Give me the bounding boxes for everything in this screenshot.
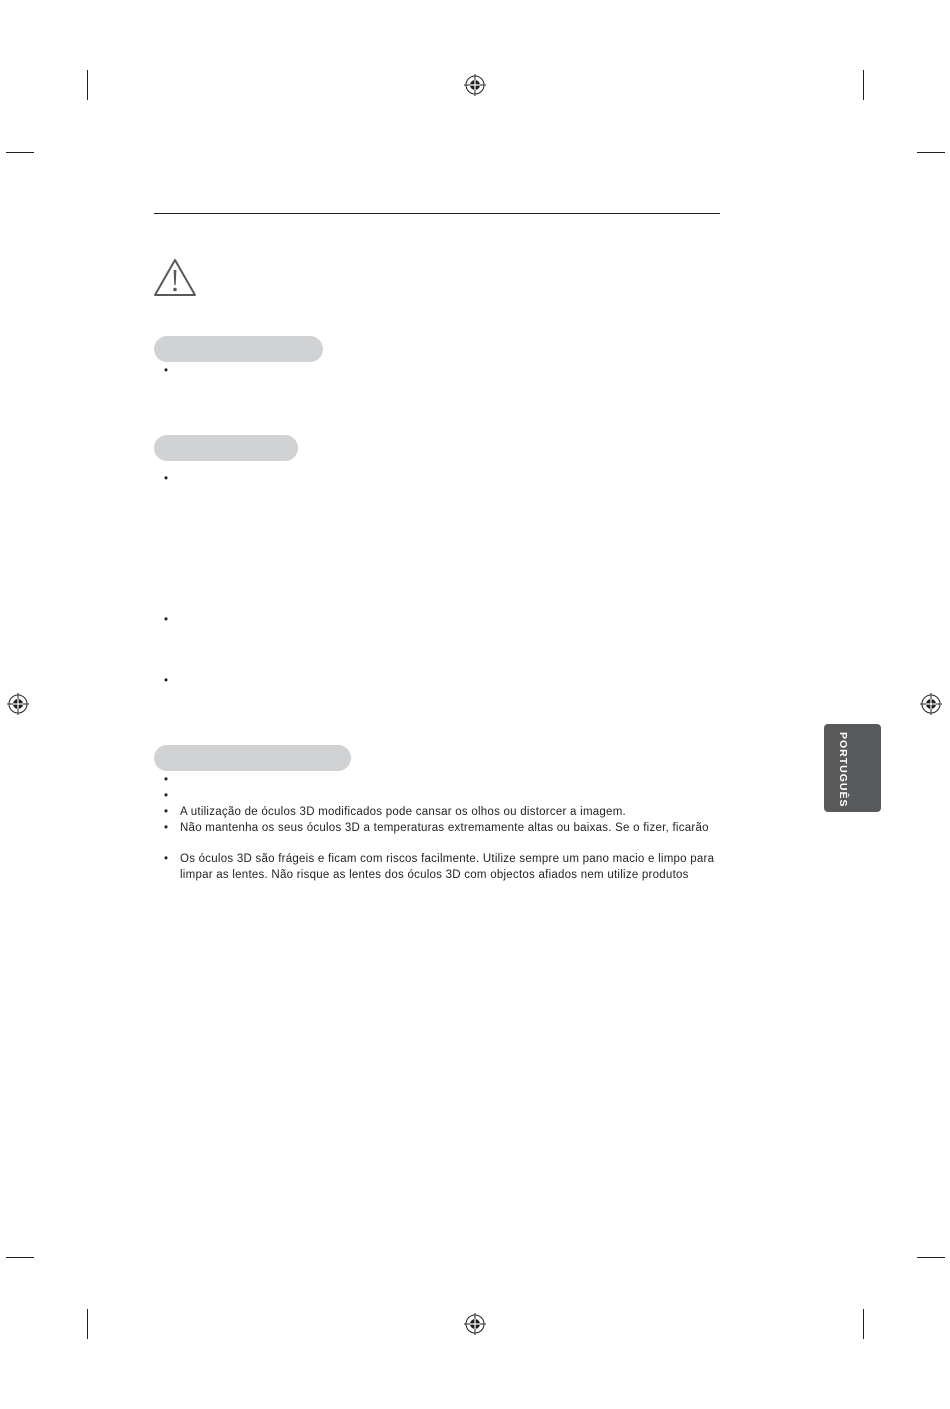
- crop-mark: [6, 1257, 34, 1258]
- crop-mark: [87, 1309, 88, 1339]
- crop-mark: [6, 152, 34, 153]
- crop-mark: [863, 1309, 864, 1339]
- body-text-line: A utilização de óculos 3D modificados pode cansar os olhos ou distorcer a imagem.: [180, 806, 626, 818]
- warning-triangle-icon: [153, 258, 197, 298]
- registration-mark-icon: [7, 693, 29, 715]
- body-text-line: Os óculos 3D são frágeis e ficam com riscos facilmente. Utilize sempre um pano macio e limpo para: [180, 853, 715, 865]
- bullet: •: [164, 853, 169, 865]
- crop-mark: [863, 70, 864, 100]
- section-header-pill: [154, 336, 323, 362]
- body-text-line: limpar as lentes. Não risque as lentes dos óculos 3D com objectos afiados nem utilize produtos: [180, 869, 689, 881]
- crop-mark: [87, 70, 88, 100]
- heading-rule: [154, 213, 720, 214]
- language-tab-label: PORTUGUÊS: [837, 732, 849, 808]
- registration-mark-icon: [464, 1313, 486, 1335]
- bullet: •: [164, 822, 169, 834]
- bullet: •: [164, 675, 169, 687]
- bullet: •: [164, 774, 169, 786]
- bullet: •: [164, 473, 169, 485]
- bullet: •: [164, 790, 169, 802]
- section-header-pill: [154, 745, 351, 771]
- section-header-pill: [154, 435, 298, 461]
- registration-mark-icon: [464, 74, 486, 96]
- crop-mark: [917, 152, 945, 153]
- crop-mark: [917, 1257, 945, 1258]
- registration-mark-icon: [920, 693, 942, 715]
- body-text-line: Não mantenha os seus óculos 3D a temperaturas extremamente altas ou baixas. Se o fizer, ficarão: [180, 822, 709, 834]
- bullet: •: [164, 614, 169, 626]
- bullet: •: [164, 365, 169, 377]
- bullet: •: [164, 806, 169, 818]
